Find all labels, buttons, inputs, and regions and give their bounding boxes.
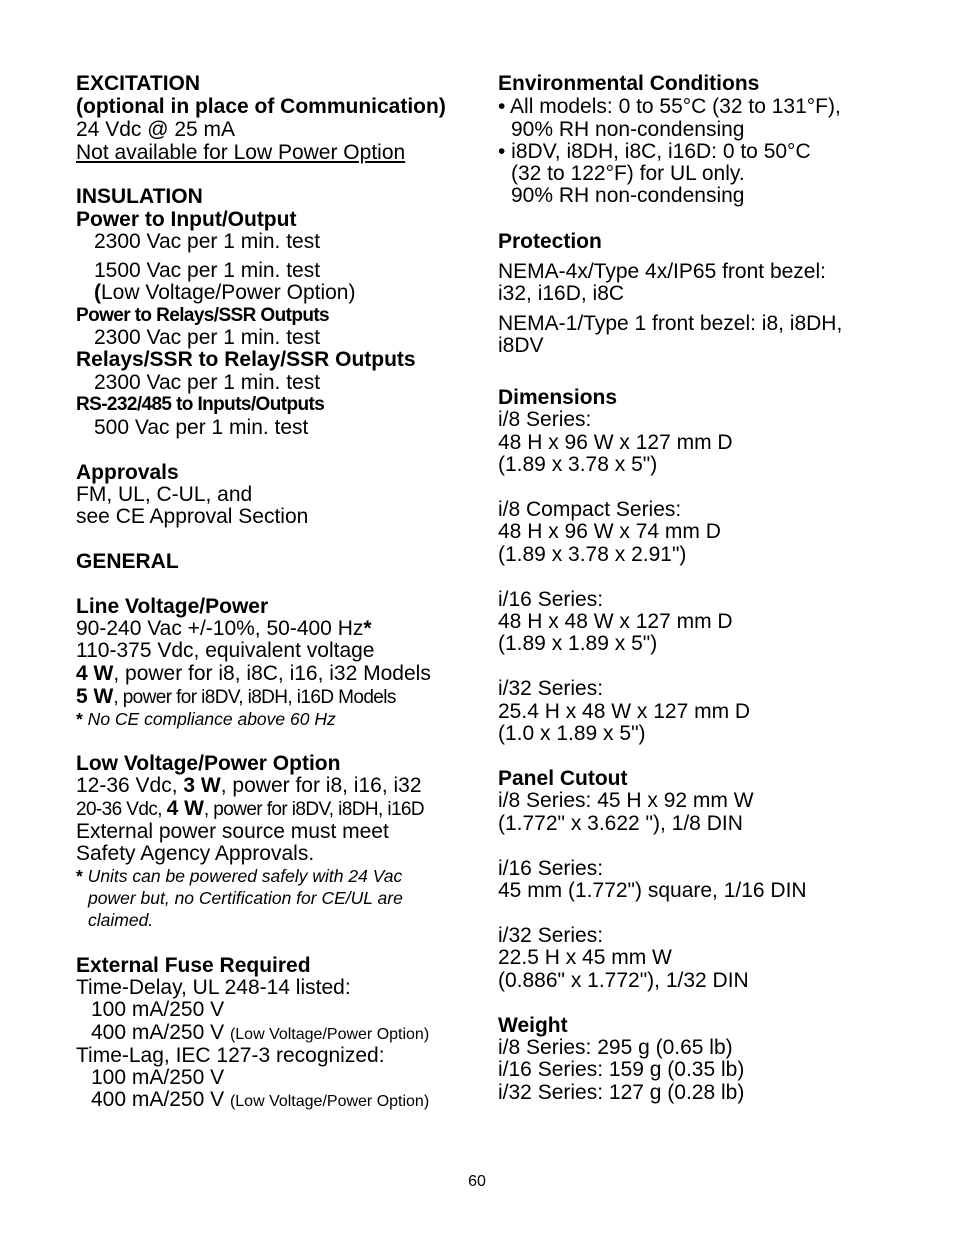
- insulation-power-io-value2: 1500 Vac per 1 min. test: [94, 259, 321, 282]
- option-note: (Low Voltage/Power Option): [229, 1093, 430, 1110]
- environment-bullet1-line1: • All models: 0 to 55°C (32 to 131°F),: [498, 95, 841, 118]
- dimensions-i32-in: (1.0 x 1.89 x 5"): [498, 722, 646, 745]
- asterisk: *: [76, 866, 83, 886]
- line-voltage-heading: Line Voltage/Power: [76, 595, 269, 618]
- general-heading: GENERAL: [76, 550, 179, 573]
- low-voltage-note3: claimed.: [88, 910, 154, 930]
- insulation-relays-value: 2300 Vac per 1 min. test: [94, 326, 321, 349]
- dimensions-i8-mm: 48 H x 96 W x 127 mm D: [498, 431, 733, 454]
- text: , power for i8DV, i8DH, i16D: [203, 799, 425, 820]
- low-voltage-line1: [76, 774, 422, 797]
- power-watts: 5 W: [76, 685, 114, 708]
- fuse-lag-value2: [91, 1088, 429, 1113]
- cutout-heading: Panel Cutout: [498, 767, 628, 790]
- approvals-line2: see CE Approval Section: [76, 505, 309, 528]
- insulation-power-io-label: Power to Input/Output: [76, 208, 297, 231]
- insulation-relay-relay-value: 2300 Vac per 1 min. test: [94, 371, 321, 394]
- page-number: 60: [468, 1173, 486, 1190]
- fuse-lag-value1: 100 mA/250 V: [91, 1066, 225, 1089]
- excitation-heading: EXCITATION: [76, 72, 201, 95]
- environment-bullet1-line2: 90% RH non-condensing: [511, 118, 745, 141]
- paren: (: [94, 281, 101, 304]
- low-voltage-heading: Low Voltage/Power Option: [76, 752, 341, 775]
- cutout-i8-line2: (1.772" x 3.622 "), 1/8 DIN: [498, 812, 743, 835]
- environment-heading: Environmental Conditions: [498, 72, 760, 95]
- low-voltage-line3: External power source must meet: [76, 820, 389, 843]
- power-watts: 3 W: [183, 774, 221, 797]
- low-voltage-line2: [76, 797, 424, 821]
- dimensions-i8c-in: (1.89 x 3.78 x 2.91"): [498, 543, 687, 566]
- dimensions-heading: Dimensions: [498, 386, 618, 409]
- dimensions-i8-label: i/8 Series:: [498, 408, 592, 431]
- fuse-delay-label: Time-Delay, UL 248-14 listed:: [76, 976, 351, 999]
- low-voltage-note2: power but, no Certification for CE/UL are: [88, 888, 403, 908]
- line-voltage-note: [76, 708, 336, 731]
- line-voltage-line3: [76, 662, 431, 685]
- fuse-delay-value2: [91, 1021, 429, 1046]
- line-voltage-line4: [76, 685, 396, 709]
- dimensions-i16-mm: 48 H x 48 W x 127 mm D: [498, 610, 733, 633]
- text: , power for i8, i8C, i16, i32 Models: [113, 662, 431, 685]
- power-watts: 4 W: [76, 662, 114, 685]
- insulation-power-io-note: [94, 281, 355, 304]
- environment-bullet2-line2: (32 to 122°F) for UL only.: [511, 162, 745, 185]
- text: 400 mA/250 V: [91, 1021, 225, 1044]
- text: , power for i8, i16, i32: [220, 774, 422, 797]
- protection-heading: Protection: [498, 230, 602, 253]
- protection-p1-line2: i32, i16D, i8C: [498, 282, 625, 305]
- environment-bullet2-line3: 90% RH non-condensing: [511, 184, 745, 207]
- power-watts: 4 W: [166, 797, 204, 820]
- weight-line1: i/8 Series: 295 g (0.65 lb): [498, 1036, 733, 1059]
- text: Units can be powered safely with 24 Vac: [82, 866, 403, 886]
- insulation-heading: INSULATION: [76, 185, 203, 208]
- excitation-value: 24 Vdc @ 25 mA: [76, 118, 236, 141]
- line-voltage-line1: [76, 617, 372, 640]
- dimensions-i16-in: (1.89 x 1.89 x 5"): [498, 632, 658, 655]
- excitation-subheading: (optional in place of Communication): [76, 95, 446, 118]
- insulation-relays-label: Power to Relays/SSR Outputs: [76, 305, 330, 326]
- cutout-i16-line2: 45 mm (1.772") square, 1/16 DIN: [498, 879, 807, 902]
- approvals-heading: Approvals: [76, 461, 179, 484]
- text: 90-240 Vac +/-10%, 50-400 Hz: [76, 617, 364, 640]
- low-voltage-line4: Safety Agency Approvals.: [76, 842, 315, 865]
- text: , power for i8DV, i8DH, i16D Models: [113, 687, 396, 708]
- insulation-relay-relay-label: Relays/SSR to Relay/SSR Outputs: [76, 348, 416, 371]
- asterisk: *: [76, 709, 83, 729]
- cutout-i32-line1: i/32 Series:: [498, 924, 604, 947]
- excitation-note: Not available for Low Power Option: [76, 141, 406, 164]
- dimensions-i8c-label: i/8 Compact Series:: [498, 498, 682, 521]
- cutout-i32-line2: 22.5 H x 45 mm W: [498, 946, 672, 969]
- protection-p2-line1: NEMA-1/Type 1 front bezel: i8, i8DH,: [498, 312, 843, 335]
- dimensions-i32-mm: 25.4 H x 48 W x 127 mm D: [498, 700, 751, 723]
- line-voltage-line2: 110-375 Vdc, equivalent voltage: [76, 639, 375, 662]
- asterisk: *: [363, 617, 372, 640]
- dimensions-i32-label: i/32 Series:: [498, 677, 604, 700]
- fuse-heading: External Fuse Required: [76, 954, 311, 977]
- fuse-lag-label: Time-Lag, IEC 127-3 recognized:: [76, 1044, 385, 1067]
- low-voltage-note1: [76, 865, 402, 888]
- text: No CE compliance above 60 Hz: [82, 709, 336, 729]
- option-note: (Low Voltage/Power Option): [229, 1026, 430, 1043]
- protection-p2-line2: i8DV: [498, 334, 544, 357]
- insulation-power-io-value1: 2300 Vac per 1 min. test: [94, 230, 321, 253]
- protection-p1-line1: NEMA-4x/Type 4x/IP65 front bezel:: [498, 260, 826, 283]
- text: 400 mA/250 V: [91, 1088, 225, 1111]
- note-text: Low Voltage/Power Option): [101, 281, 356, 304]
- environment-bullet2-line1: • i8DV, i8DH, i8C, i16D: 0 to 50°C: [498, 140, 811, 163]
- approvals-line1: FM, UL, C-UL, and: [76, 483, 253, 506]
- insulation-rs-value: 500 Vac per 1 min. test: [94, 416, 309, 439]
- weight-line3: i/32 Series: 127 g (0.28 lb): [498, 1081, 745, 1104]
- dimensions-i16-label: i/16 Series:: [498, 588, 604, 611]
- fuse-delay-value1: 100 mA/250 V: [91, 998, 225, 1021]
- weight-line2: i/16 Series: 159 g (0.35 lb): [498, 1058, 745, 1081]
- dimensions-i8c-mm: 48 H x 96 W x 74 mm D: [498, 520, 721, 543]
- text: 12-36 Vdc,: [76, 774, 184, 797]
- cutout-i16-line1: i/16 Series:: [498, 857, 604, 880]
- dimensions-i8-in: (1.89 x 3.78 x 5"): [498, 453, 658, 476]
- weight-heading: Weight: [498, 1014, 568, 1037]
- cutout-i32-line3: (0.886" x 1.772"), 1/32 DIN: [498, 969, 749, 992]
- text: 20-36 Vdc,: [76, 799, 167, 820]
- cutout-i8-line1: i/8 Series: 45 H x 92 mm W: [498, 789, 754, 812]
- insulation-rs-label: RS-232/485 to Inputs/Outputs: [76, 394, 325, 415]
